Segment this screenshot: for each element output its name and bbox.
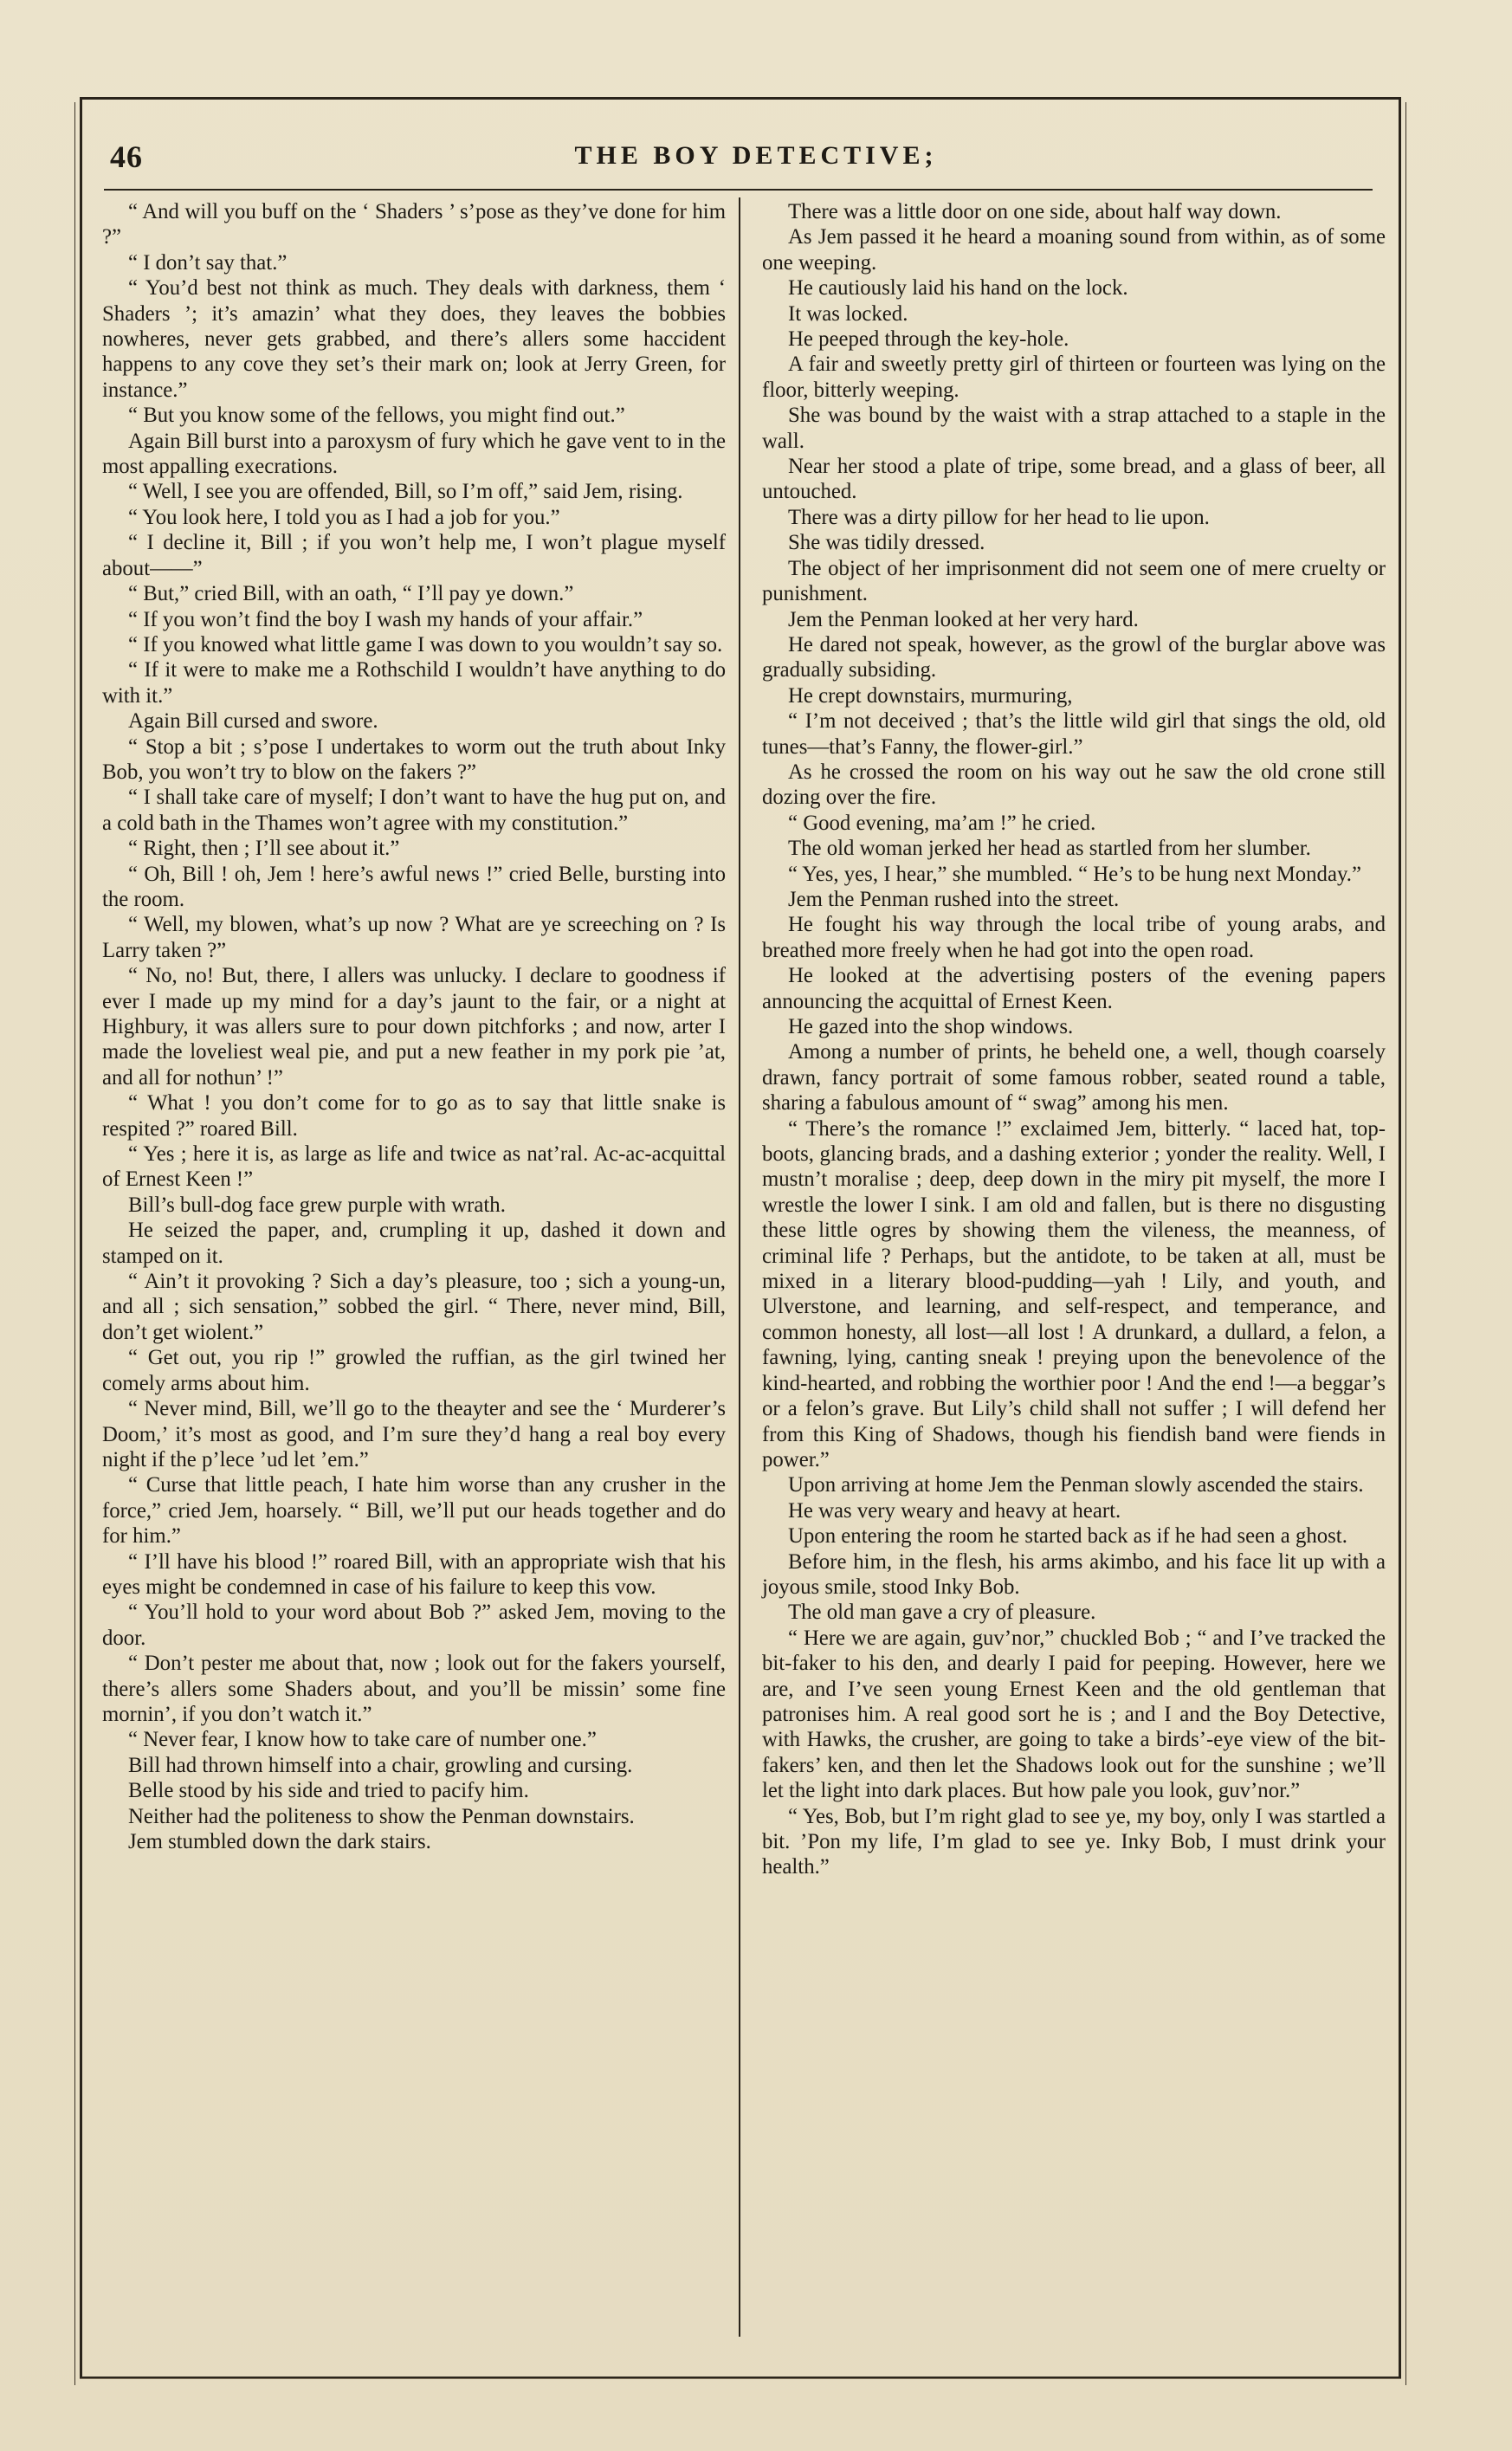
paragraph: He crept downstairs, murmuring, — [788, 683, 1073, 708]
header-rule — [104, 189, 1373, 191]
paragraph: “ You look here, I told you as I had a job for you.” — [128, 505, 560, 529]
paragraph: Again Bill burst into a paroxysm of fury which he gave vent to in the most appalling execrations. — [102, 429, 726, 479]
paragraph: Neither had the politeness to show the Penman downstairs. — [128, 1804, 635, 1828]
paragraph: “ There’s the romance !” exclaimed Jem, bitterly. “ laced hat, top-boots, glancing brads, and a dashing exterior ; yonder the reality. Well, I mustn’t moralise ; deep, deep down in the miry pit myself, the more I wrestle the lower I sink. I am old and fallen, but is there no disgusting these little ogres by showing them the vileness, the meanness, of criminal life ? Perhaps, but the antidote, to be taken at all, must be mixed in a literary blood-pudding—yah ! Lily, and youth, and Ulverstone, and learning, and self-respect, and temperance, and common honesty, all lost—all lost ! A drunkard, a dullard, a felon, a fawning, lying, canting sneak ! preying upon the benevolence of the kind-hearted, and robbing the worthier poor ! And the end !—a beggar’s or a felon’s grave. But Lily’s child shall not suffer ; I will defend her from this King of Shadows, though his fiendish band were fiends in power.” — [762, 1116, 1386, 1471]
paragraph: “ Don’t pester me about that, now ; look out for the fakers yourself, there’s allers some Shaders about, and you’ll be missin’ some fine mornin’, if you don’t watch it.” — [102, 1652, 726, 1726]
paragraph: “ Good evening, ma’am !” he cried. — [788, 811, 1096, 835]
paragraph: A fair and sweetly pretty girl of thirteen or fourteen was lying on the floor, bitterly weeping. — [762, 352, 1386, 402]
paragraph: “ Yes, Bob, but I’m right glad to see ye, my boy, only I was startled a bit. ’Pon my life, I’m glad to see ye. Inky Bob, I must drink your health.” — [762, 1804, 1386, 1879]
paragraph: “ You’ll hold to your word about Bob ?” asked Jem, moving to the door. — [102, 1601, 726, 1650]
paragraph: “ Never fear, I know how to take care of number one.” — [128, 1728, 597, 1752]
paragraph: The old man gave a cry of pleasure. — [788, 1601, 1096, 1625]
paragraph: “ Stop a bit ; s’pose I undertakes to worm out the truth about Inky Bob, you won’t try to blow on the fakers ?” — [102, 734, 726, 784]
paragraph: He looked at the advertising posters of the evening papers announcing the acquittal of Ernest Keen. — [762, 964, 1386, 1013]
right-column — [762, 199, 1386, 1880]
paragraph: Bill had thrown himself into a chair, growling and cursing. — [128, 1753, 633, 1777]
paragraph: Jem the Penman looked at her very hard. — [788, 607, 1139, 631]
paragraph: “ Right, then ; I’ll see about it.” — [128, 837, 400, 861]
paragraph: “ Oh, Bill ! oh, Jem ! here’s awful news !” cried Belle, bursting into the room. — [102, 862, 726, 911]
paragraph: “ Well, my blowen, what’s up now ? What are ye screeching on ? Is Larry taken ?” — [102, 913, 726, 962]
paragraph: “ I shall take care of myself; I don’t want to have the hug put on, and a cold bath in the Thames won’t agree with my constitution.” — [102, 786, 726, 835]
paragraph: He was very weary and heavy at heart. — [788, 1498, 1121, 1523]
paragraph: “ Ain’t it provoking ? Sich a day’s pleasure, too ; sich a young-un, and all ; sich sensation,” sobbed the girl. “ There, never mind, Bill, don’t get wiolent.” — [102, 1270, 726, 1344]
paragraph: “ I don’t say that.” — [128, 250, 288, 275]
paragraph: The object of her imprisonment did not seem one of mere cruelty or punishment. — [762, 556, 1386, 606]
paragraph: It was locked. — [788, 301, 908, 326]
paragraph: He fought his way through the local tribe of young arabs, and breathed more freely when he had got into the open road. — [762, 913, 1386, 962]
paragraph: “ If you knowed what little game I was down to you wouldn’t say so. — [128, 632, 723, 656]
column-divider — [739, 197, 740, 2337]
paragraph: He cautiously laid his hand on the lock. — [788, 276, 1128, 301]
paragraph: The old woman jerked her head as startled from her slumber. — [788, 837, 1311, 861]
paragraph: Belle stood by his side and tried to pacify him. — [128, 1779, 529, 1803]
paragraph: Again Bill cursed and swore. — [128, 709, 378, 734]
footer-rule — [80, 2378, 1401, 2379]
paragraph: “ You’d best not think as much. They deals with darkness, them ‘ Shaders ’; it’s amazin’ what they does, they leaves the bobbies nowheres, never gets grabbed, and there’s allers some haccident happens to any cove they set’s their mark on; look at Jerry Green, for instance.” — [102, 276, 726, 402]
paragraph: “ I’ll have his blood !” roared Bill, with an appropriate wish that his eyes might be condemned in case of his failure to keep this vow. — [102, 1549, 726, 1599]
paragraph: “ Yes, yes, I hear,” she mumbled. “ He’s to be hung next Monday.” — [788, 862, 1361, 886]
paragraph: There was a little door on one side, about half way down. — [788, 200, 1282, 223]
paragraph: He peeped through the key-hole. — [788, 327, 1069, 352]
paragraph: “ What ! you don’t come for to go as to say that little snake is respited ?” roared Bill. — [102, 1091, 726, 1141]
paragraph: Upon arriving at home Jem the Penman slowly ascended the stairs. — [788, 1473, 1364, 1497]
paragraph: He gazed into the shop windows. — [788, 1015, 1074, 1038]
paragraph: “ But,” cried Bill, with an oath, “ I’ll pay ye down.” — [128, 582, 574, 606]
paragraph: Jem stumbled down the dark stairs. — [128, 1830, 431, 1853]
paragraph: “ Never mind, Bill, we’ll go to the theayter and see the ‘ Murderer’s Doom,’ it’s most as good, and I’m sure they’d hang a real boy every night if the p’lece ’ud let ’em.” — [102, 1397, 726, 1471]
paragraph: She was tidily dressed. — [788, 531, 985, 555]
page-number: 46 — [110, 139, 143, 174]
paragraph: Near her stood a plate of tripe, some bread, and a glass of beer, all untouched. — [762, 455, 1386, 504]
paragraph: Jem the Penman rushed into the street. — [788, 887, 1120, 911]
paragraph: “ Yes ; here it is, as large as life and twice as nat’ral. Ac-ac-acquittal of Ernest Keen !” — [102, 1142, 726, 1192]
paragraph: He seized the paper, and, crumpling it up, dashed it down and stamped on it. — [102, 1219, 726, 1268]
paragraph: “ I decline it, Bill ; if you won’t help me, I won’t plague myself about——” — [102, 531, 726, 580]
paragraph: “ Here we are again, guv’nor,” chuckled Bob ; “ and I’ve tracked the bit-faker to his den, and dearly I paid for peeping. However, here we are, and I’ve seen young Ernest Keen and the old gentleman that patronises him. A real good sort he is ; and I and the Boy Detective, with Hawks, the crusher, are going to take a birds’-eye view of the bit-fakers’ ken, and then let the Shadows look out for the sunshine ; we’ll let the light into dark places. But how pale you look, guv’nor.” — [762, 1626, 1386, 1803]
paragraph: “ But you know some of the fellows, you might find out.” — [128, 404, 625, 428]
paragraph: She was bound by the waist with a strap attached to a staple in the wall. — [762, 404, 1386, 453]
left-column — [102, 199, 726, 1854]
paragraph: There was a dirty pillow for her head to lie upon. — [788, 505, 1210, 529]
paragraph: “ And will you buff on the ‘ Shaders ’ s’pose as they’ve done for him ?” — [102, 200, 726, 249]
paragraph: As Jem passed it he heard a moaning sound from within, as of some one weeping. — [762, 225, 1386, 275]
paragraph: “ If you won’t find the boy I wash my hands of your affair.” — [128, 607, 643, 631]
paragraph: “ Curse that little peach, I hate him worse than any crusher in the force,” cried Jem, hoarsely. “ Bill, we’ll put our heads together and do for him.” — [102, 1473, 726, 1549]
paragraph: As he crossed the room on his way out he saw the old crone still dozing over the fire. — [762, 760, 1386, 810]
paragraph: “ Get out, you rip !” growled the ruffian, as the girl twined her comely arms about him. — [102, 1346, 726, 1395]
paragraph: He dared not speak, however, as the growl of the burglar above was gradually subsiding. — [762, 632, 1386, 682]
running-title: THE BOY DETECTIVE; — [574, 141, 938, 170]
paragraph: Bill’s bull-dog face grew purple with wrath. — [128, 1193, 506, 1217]
paragraph: “ If it were to make me a Rothschild I wouldn’t have anything to do with it.” — [102, 658, 726, 708]
paragraph: “ Well, I see you are offended, Bill, so I’m off,” said Jem, rising. — [128, 480, 683, 504]
paragraph: Upon entering the room he started back as if he had seen a ghost. — [788, 1524, 1347, 1549]
paragraph: “ I’m not deceived ; that’s the little wild girl that sings the old, old tunes—that’s Fanny, the flower-girl.” — [762, 709, 1386, 759]
paragraph: Before him, in the flesh, his arms akimbo, and his face lit up with a joyous smile, stood Inky Bob. — [762, 1549, 1386, 1599]
paragraph: Among a number of prints, he beheld one, a well, though coarsely drawn, fancy portrait of some famous robber, seated round a table, sharing a fabulous amount of “ swag” among his men. — [762, 1040, 1386, 1116]
paragraph: “ No, no! But, there, I allers was unlucky. I declare to goodness if ever I made up my mind for a day’s jaunt to the fair, or a night at Highbury, it was allers sure to pour down pitchforks ; and now, arter I made the loveliest weal pie, and put a new feather in my pork pie ’at, and all for nothun’ !” — [102, 964, 726, 1090]
